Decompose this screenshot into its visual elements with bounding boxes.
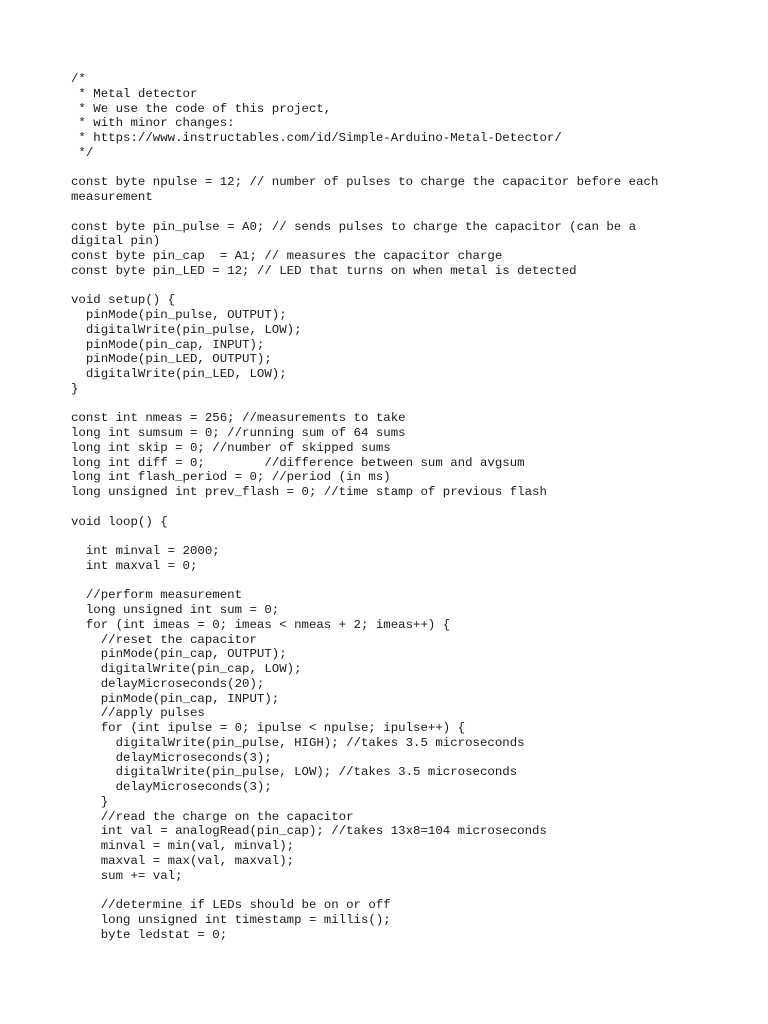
code-line: //perform measurement <box>71 588 243 603</box>
code-line: digitalWrite(pin_cap, LOW); <box>71 662 302 676</box>
code-line: void loop() { <box>71 514 168 529</box>
code-line: long int diff = 0; //difference between sum and avgsum <box>71 455 525 470</box>
code-line: long int flash_period = 0; //period (in ms) <box>71 470 391 485</box>
code-line: sum += val; <box>71 868 183 883</box>
code-line: } <box>71 794 109 809</box>
code-line: const byte pin_cap = A1; // measures the capacitor charge <box>71 249 503 263</box>
code-line: long int skip = 0; //number of skipped sums <box>71 440 391 455</box>
code-line: //determine if LEDs should be on or off <box>71 898 391 912</box>
code-line: digitalWrite(pin_pulse, HIGH); //takes 3.5 microseconds <box>71 735 525 750</box>
code-line: */ <box>71 145 94 160</box>
code-line: } <box>71 381 79 396</box>
blank-line <box>71 574 711 589</box>
code-line: long unsigned int prev_flash = 0; //time stamp of previous flash <box>71 485 547 499</box>
code-line: const byte pin_LED = 12; // LED that turns on when metal is detected <box>71 263 577 278</box>
code-line: * with minor changes: <box>71 116 235 131</box>
code-line: pinMode(pin_cap, INPUT); <box>71 337 265 352</box>
code-line: int val = analogRead(pin_cap); //takes 13x8=104 microseconds <box>71 824 547 839</box>
code-line: int minval = 2000; <box>71 544 220 558</box>
code-line: long unsigned int timestamp = millis(); <box>71 912 391 927</box>
code-line: * https://www.instructables.com/id/Simple-Arduino-Metal-Detector/ <box>71 131 562 145</box>
code-line: * We use the code of this project, <box>71 101 332 116</box>
blank-line <box>71 279 711 294</box>
blank-line <box>71 883 711 898</box>
code-line: const byte npulse = 12; // number of pulses to charge the capacitor before each <box>71 175 659 190</box>
code-line: long int sumsum = 0; //running sum of 64 sums <box>71 426 406 440</box>
code-line: measurement <box>71 190 153 204</box>
code-line: pinMode(pin_LED, OUTPUT); <box>71 352 272 367</box>
code-line: //read the charge on the capacitor <box>71 809 354 824</box>
code-line: digital pin) <box>71 234 161 249</box>
code-document <box>71 72 711 942</box>
blank-line <box>71 397 711 412</box>
code-line: /* <box>71 72 86 86</box>
code-line: pinMode(pin_pulse, OUTPUT); <box>71 308 287 322</box>
blank-line <box>71 500 711 515</box>
code-line: int maxval = 0; <box>71 558 198 573</box>
code-line: digitalWrite(pin_pulse, LOW); //takes 3.5 microseconds <box>71 765 518 780</box>
code-line: const byte pin_pulse = A0; // sends pulses to charge the capacitor (can be a <box>71 219 637 234</box>
code-line: for (int imeas = 0; imeas < nmeas + 2; imeas++) { <box>71 617 451 632</box>
code-line: maxval = max(val, maxval); <box>71 853 295 868</box>
code-line: long unsigned int sum = 0; <box>71 603 280 617</box>
blank-line <box>71 161 711 176</box>
code-line: //reset the capacitor <box>71 632 257 647</box>
code-line: * Metal detector <box>71 86 198 101</box>
code-line: byte ledstat = 0; <box>71 927 228 942</box>
code-line: delayMicroseconds(3); <box>71 750 272 765</box>
code-line: minval = min(val, minval); <box>71 839 295 853</box>
code-line: delayMicroseconds(20); <box>71 676 265 691</box>
code-line: //apply pulses <box>71 706 205 721</box>
code-line: pinMode(pin_cap, INPUT); <box>71 691 280 706</box>
code-line: for (int ipulse = 0; ipulse < npulse; ipulse++) { <box>71 721 466 735</box>
code-line: const int nmeas = 256; //measurements to take <box>71 411 406 426</box>
code-line: digitalWrite(pin_LED, LOW); <box>71 367 287 381</box>
code-line: void setup() { <box>71 293 176 308</box>
code-line: digitalWrite(pin_pulse, LOW); <box>71 322 302 337</box>
code-line: delayMicroseconds(3); <box>71 780 272 794</box>
code-line: pinMode(pin_cap, OUTPUT); <box>71 647 287 662</box>
blank-line <box>71 205 711 220</box>
blank-line <box>71 529 711 544</box>
